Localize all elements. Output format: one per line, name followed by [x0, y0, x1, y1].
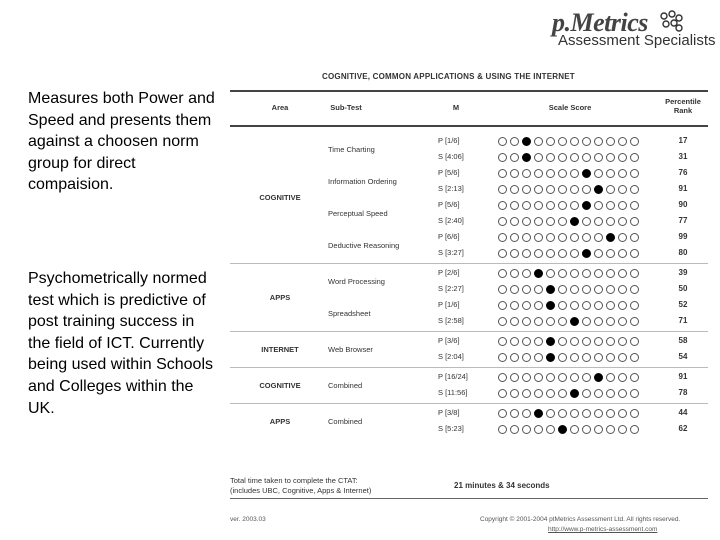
scale-score-dot [594, 249, 603, 258]
scale-score-dot [510, 409, 519, 418]
scale-score-dot [546, 425, 555, 434]
scale-score-dot [594, 153, 603, 162]
footer-rule [230, 498, 708, 499]
scale-score-dot [630, 353, 639, 362]
scale-score-dot [618, 285, 627, 294]
subtest-name: Deductive Reasoning [328, 241, 400, 250]
scale-score-dot [522, 269, 531, 278]
section-area-label: COGNITIVE [259, 193, 301, 202]
scale-score-dot [534, 353, 543, 362]
scale-score-dot-filled [522, 137, 531, 146]
section-area-label: INTERNET [261, 345, 299, 354]
scale-score-dot [522, 409, 531, 418]
measure-value: S [11:56] [438, 388, 468, 397]
scale-score-dot [570, 337, 579, 346]
scale-score-dot [558, 249, 567, 258]
measure-value: P [16/24] [438, 372, 468, 381]
scale-score-dot [558, 373, 567, 382]
scale-score-dot [630, 169, 639, 178]
scale-score-dot [510, 285, 519, 294]
scale-score-dot [630, 185, 639, 194]
percentile-rank: 44 [678, 408, 688, 417]
scale-score-dot [630, 233, 639, 242]
percentile-rank: 58 [678, 336, 688, 345]
scale-score-dot [618, 301, 627, 310]
scale-score-dot [558, 301, 567, 310]
scale-score-dot [570, 373, 579, 382]
measure-value: S [4:06] [438, 152, 464, 161]
section-divider [230, 403, 708, 404]
scale-score-dot [558, 137, 567, 146]
scale-score-dot [534, 233, 543, 242]
scale-score-dot [534, 337, 543, 346]
scale-score-dot-filled [522, 153, 531, 162]
scale-score-dot [582, 317, 591, 326]
scale-score-dot [630, 389, 639, 398]
scale-score-dot [582, 217, 591, 226]
scale-score-dot [558, 201, 567, 210]
pmetrics-logo [552, 6, 716, 50]
scale-score-dot [498, 285, 507, 294]
scale-score-dot [630, 425, 639, 434]
scale-score-dot-filled [594, 373, 603, 382]
subtest-name: Combined [328, 381, 363, 390]
measure-value: P [5/6] [438, 200, 460, 209]
percentile-rank: 80 [678, 248, 688, 257]
scale-score-dot [510, 425, 519, 434]
scale-score-dot [558, 317, 567, 326]
scale-score-dot [630, 201, 639, 210]
scale-score-dot [582, 185, 591, 194]
scale-score-dot-filled [534, 409, 543, 418]
scale-score-dot [498, 249, 507, 258]
logo-tagline: Assessment Specialists [558, 32, 716, 49]
scale-score-dot [558, 217, 567, 226]
scale-score-dot-filled [570, 389, 579, 398]
scale-score-dot [558, 285, 567, 294]
subtest-name: Combined [328, 417, 363, 426]
scale-score-dot [630, 409, 639, 418]
scale-score-dot [570, 269, 579, 278]
scale-score-dot [618, 201, 627, 210]
scale-score-dot [630, 285, 639, 294]
scale-score-dot [534, 249, 543, 258]
copyright-text: Copyright © 2001-2004 ptMetrics Assessment Ltd. All rights reserved. [480, 516, 681, 523]
scale-score-dot [522, 301, 531, 310]
scale-score-dot [606, 353, 615, 362]
measure-value: P [5/6] [438, 168, 460, 177]
scale-score-dot [594, 169, 603, 178]
scale-score-dot [594, 269, 603, 278]
scale-score-dot [606, 201, 615, 210]
scale-score-dot [582, 285, 591, 294]
website-link[interactable]: http://www.p-metrics-assessment.com [548, 526, 658, 533]
scale-score-dot [594, 217, 603, 226]
logo-dots-icon [658, 10, 684, 32]
scale-score-dot-filled [546, 353, 555, 362]
report-title: COGNITIVE, COMMON APPLICATIONS & USING THE INTERNET [322, 72, 575, 81]
subtest-name: Spreadsheet [328, 309, 371, 318]
percentile-rank: 39 [678, 268, 688, 277]
subtest-name: Word Processing [328, 277, 385, 286]
percentile-rank: 50 [678, 284, 688, 293]
header-area: Area [271, 103, 289, 112]
scale-score-dot [606, 409, 615, 418]
scale-score-dot [522, 373, 531, 382]
scale-score-dot [606, 301, 615, 310]
scale-score-dot-filled [570, 217, 579, 226]
scale-score-dot [594, 409, 603, 418]
scale-score-dot [582, 301, 591, 310]
scale-score-dot [618, 409, 627, 418]
scale-score-dot [582, 137, 591, 146]
scale-score-dot [510, 185, 519, 194]
scale-score-dot [498, 201, 507, 210]
scale-score-dot [594, 285, 603, 294]
scale-score-dot [570, 249, 579, 258]
scale-score-dot [498, 389, 507, 398]
scale-score-dot [582, 425, 591, 434]
scale-score-dot [630, 317, 639, 326]
scale-score-dot [618, 373, 627, 382]
scale-score-dot [606, 169, 615, 178]
scale-score-dot [594, 301, 603, 310]
scale-score-dot-filled [546, 337, 555, 346]
scale-score-dot [630, 301, 639, 310]
scale-score-dot [498, 409, 507, 418]
scale-score-dot [606, 337, 615, 346]
scale-score-dot [570, 137, 579, 146]
section-area-label: APPS [269, 293, 291, 302]
measure-value: P [1/6] [438, 300, 460, 309]
scale-score-dot [546, 137, 555, 146]
measure-value: P [3/8] [438, 408, 460, 417]
scale-score-dot [618, 337, 627, 346]
total-label-1: Total time taken to complete the CTAT: [230, 476, 358, 485]
measure-value: S [2:04] [438, 352, 464, 361]
score-report [230, 70, 710, 540]
scale-score-dot [546, 217, 555, 226]
scale-score-dot [582, 389, 591, 398]
scale-score-dot [630, 217, 639, 226]
scale-score-dot [522, 337, 531, 346]
scale-score-dot [618, 233, 627, 242]
scale-score-dot [510, 317, 519, 326]
scale-score-dot [546, 409, 555, 418]
measure-value: P [6/6] [438, 232, 460, 241]
subtest-name: Perceptual Speed [328, 209, 388, 218]
measure-value: S [2:58] [438, 316, 464, 325]
scale-score-dot [558, 389, 567, 398]
scale-score-dot [582, 409, 591, 418]
scale-score-dot [618, 185, 627, 194]
scale-score-dot [570, 169, 579, 178]
scale-score-dot [510, 301, 519, 310]
scale-score-dot [498, 233, 507, 242]
scale-score-dot [630, 137, 639, 146]
header-scale-score: Scale Score [548, 103, 592, 112]
scale-score-dot [546, 373, 555, 382]
scale-score-dot [534, 373, 543, 382]
scale-score-dot [618, 217, 627, 226]
scale-score-dot [498, 317, 507, 326]
scale-score-dot [582, 353, 591, 362]
section-divider [230, 263, 708, 264]
scale-score-dot [606, 269, 615, 278]
header-subtest: Sub-Test [330, 103, 362, 112]
scale-score-dot [498, 269, 507, 278]
scale-score-dot [618, 425, 627, 434]
scale-score-dot [546, 201, 555, 210]
section-area-label: COGNITIVE [259, 381, 301, 390]
measure-value: S [2:27] [438, 284, 464, 293]
scale-score-dot [510, 169, 519, 178]
percentile-rank: 76 [678, 168, 688, 177]
scale-score-dot [498, 301, 507, 310]
scale-score-dot-filled [582, 169, 591, 178]
scale-score-dot [510, 249, 519, 258]
scale-score-dot [558, 169, 567, 178]
scale-score-dot [534, 137, 543, 146]
header-rule-top [230, 90, 708, 92]
scale-score-dot [534, 389, 543, 398]
scale-score-dot [546, 233, 555, 242]
scale-score-dot [606, 249, 615, 258]
scale-score-dot [570, 153, 579, 162]
header-m: M [452, 103, 460, 112]
scale-score-dot [594, 233, 603, 242]
measure-value: S [2:40] [438, 216, 464, 225]
section-divider [230, 367, 708, 368]
scale-score-dot [558, 185, 567, 194]
scale-score-dot [582, 337, 591, 346]
scale-score-dot-filled [582, 249, 591, 258]
section-area-label: APPS [269, 417, 291, 426]
percentile-rank: 31 [678, 152, 688, 161]
total-label-2: (includes UBC, Cognitive, Apps & Internet) [230, 486, 372, 495]
scale-score-dot [630, 249, 639, 258]
scale-score-dot [546, 185, 555, 194]
scale-score-dot [558, 153, 567, 162]
scale-score-dot [534, 317, 543, 326]
scale-score-dot [534, 169, 543, 178]
scale-score-dot [618, 153, 627, 162]
description-paragraph-1: Measures both Power and Speed and presents them against a choosen norm group for direct compaision. [28, 90, 215, 194]
scale-score-dot [606, 137, 615, 146]
scale-score-dot [498, 185, 507, 194]
scale-score-dot [594, 425, 603, 434]
scale-score-dot [570, 409, 579, 418]
scale-score-dot [534, 301, 543, 310]
scale-score-dot-filled [546, 301, 555, 310]
scale-score-dot [606, 285, 615, 294]
scale-score-dot [570, 233, 579, 242]
scale-score-dot [522, 285, 531, 294]
scale-score-dot [630, 337, 639, 346]
scale-score-dot [606, 373, 615, 382]
subtest-name: Information Ordering [328, 177, 397, 186]
scale-score-dot [522, 169, 531, 178]
scale-score-dot [594, 137, 603, 146]
scale-score-dot-filled [594, 185, 603, 194]
scale-score-dot [522, 217, 531, 226]
scale-score-dot [606, 217, 615, 226]
scale-score-dot [558, 269, 567, 278]
scale-score-dot [570, 301, 579, 310]
scale-score-dot [630, 269, 639, 278]
version-label: ver. 2003.03 [230, 516, 266, 523]
percentile-rank: 90 [678, 200, 688, 209]
scale-score-dot [546, 389, 555, 398]
scale-score-dot [582, 233, 591, 242]
percentile-rank: 71 [678, 316, 688, 325]
measure-value: S [2:13] [438, 184, 464, 193]
scale-score-dot [618, 169, 627, 178]
header-percentile: Percentile Rank [665, 97, 701, 115]
scale-score-dot [618, 317, 627, 326]
scale-score-dot [498, 217, 507, 226]
scale-score-dot [546, 317, 555, 326]
total-time-value: 21 minutes & 34 seconds [454, 481, 550, 490]
scale-score-dot [630, 153, 639, 162]
subtest-name: Time Charting [328, 145, 375, 154]
scale-score-dot [618, 269, 627, 278]
scale-score-dot [606, 425, 615, 434]
scale-score-dot [510, 269, 519, 278]
scale-score-dot [546, 169, 555, 178]
scale-score-dot [570, 425, 579, 434]
scale-score-dot [522, 185, 531, 194]
scale-score-dot-filled [558, 425, 567, 434]
header-rule-bottom [230, 125, 708, 127]
scale-score-dot [570, 185, 579, 194]
scale-score-dot-filled [582, 201, 591, 210]
scale-score-dot-filled [570, 317, 579, 326]
scale-score-dot [606, 185, 615, 194]
scale-score-dot [510, 153, 519, 162]
scale-score-dot [558, 409, 567, 418]
scale-score-dot [534, 153, 543, 162]
scale-score-dot-filled [534, 269, 543, 278]
scale-score-dot [534, 217, 543, 226]
scale-score-dot [498, 137, 507, 146]
measure-value: S [5:23] [438, 424, 464, 433]
scale-score-dot [534, 185, 543, 194]
percentile-rank: 52 [678, 300, 688, 309]
description-paragraph-2: Psychometrically normed test which is predictive of post training success in the field of ICT. Currently being used within Schools and Colleges within the UK. [28, 270, 214, 417]
scale-score-dot [618, 353, 627, 362]
measure-value: P [1/6] [438, 136, 460, 145]
scale-score-dot [558, 233, 567, 242]
scale-score-dot [510, 217, 519, 226]
scale-score-dot [522, 353, 531, 362]
scale-score-dot [510, 389, 519, 398]
scale-score-dot [498, 353, 507, 362]
scale-score-dot [510, 337, 519, 346]
percentile-rank: 99 [678, 232, 688, 241]
scale-score-dot [594, 389, 603, 398]
scale-score-dot [570, 285, 579, 294]
scale-score-dot [498, 425, 507, 434]
scale-score-dot [534, 425, 543, 434]
scale-score-dot [498, 337, 507, 346]
scale-score-dot [510, 373, 519, 382]
scale-score-dot [510, 201, 519, 210]
scale-score-dot [594, 353, 603, 362]
percentile-rank: 91 [678, 372, 688, 381]
scale-score-dot [510, 137, 519, 146]
percentile-rank: 78 [678, 388, 688, 397]
scale-score-dot [558, 353, 567, 362]
scale-score-dot [522, 249, 531, 258]
scale-score-dot [546, 269, 555, 278]
percentile-rank: 62 [678, 424, 688, 433]
scale-score-dot [606, 153, 615, 162]
scale-score-dot [594, 201, 603, 210]
scale-score-dot [558, 337, 567, 346]
scale-score-dot [570, 201, 579, 210]
scale-score-dot [522, 425, 531, 434]
logo-name: p.Metrics [552, 8, 648, 37]
section-divider [230, 331, 708, 332]
scale-score-dot-filled [606, 233, 615, 242]
percentile-rank: 91 [678, 184, 688, 193]
scale-score-dot [618, 389, 627, 398]
scale-score-dot [582, 373, 591, 382]
scale-score-dot [522, 317, 531, 326]
measure-value: P [3/6] [438, 336, 460, 345]
scale-score-dot-filled [546, 285, 555, 294]
percentile-rank: 54 [678, 352, 688, 361]
scale-score-dot [570, 353, 579, 362]
scale-score-dot [522, 389, 531, 398]
scale-score-dot [534, 285, 543, 294]
scale-score-dot [498, 169, 507, 178]
scale-score-dot [498, 153, 507, 162]
scale-score-dot [546, 153, 555, 162]
scale-score-dot [606, 389, 615, 398]
scale-score-dot [582, 269, 591, 278]
scale-score-dot [618, 249, 627, 258]
scale-score-dot [630, 373, 639, 382]
scale-score-dot [510, 233, 519, 242]
percentile-rank: 77 [678, 216, 688, 225]
scale-score-dot [522, 201, 531, 210]
scale-score-dot [534, 201, 543, 210]
scale-score-dot [606, 317, 615, 326]
scale-score-dot [546, 249, 555, 258]
scale-score-dot [594, 337, 603, 346]
subtest-name: Web Browser [328, 345, 373, 354]
scale-score-dot [594, 317, 603, 326]
scale-score-dot [522, 233, 531, 242]
scale-score-dot [498, 373, 507, 382]
scale-score-dot [618, 137, 627, 146]
scale-score-dot [510, 353, 519, 362]
measure-value: S [3:27] [438, 248, 464, 257]
measure-value: P [2/6] [438, 268, 460, 277]
scale-score-dot [582, 153, 591, 162]
percentile-rank: 17 [678, 136, 688, 145]
